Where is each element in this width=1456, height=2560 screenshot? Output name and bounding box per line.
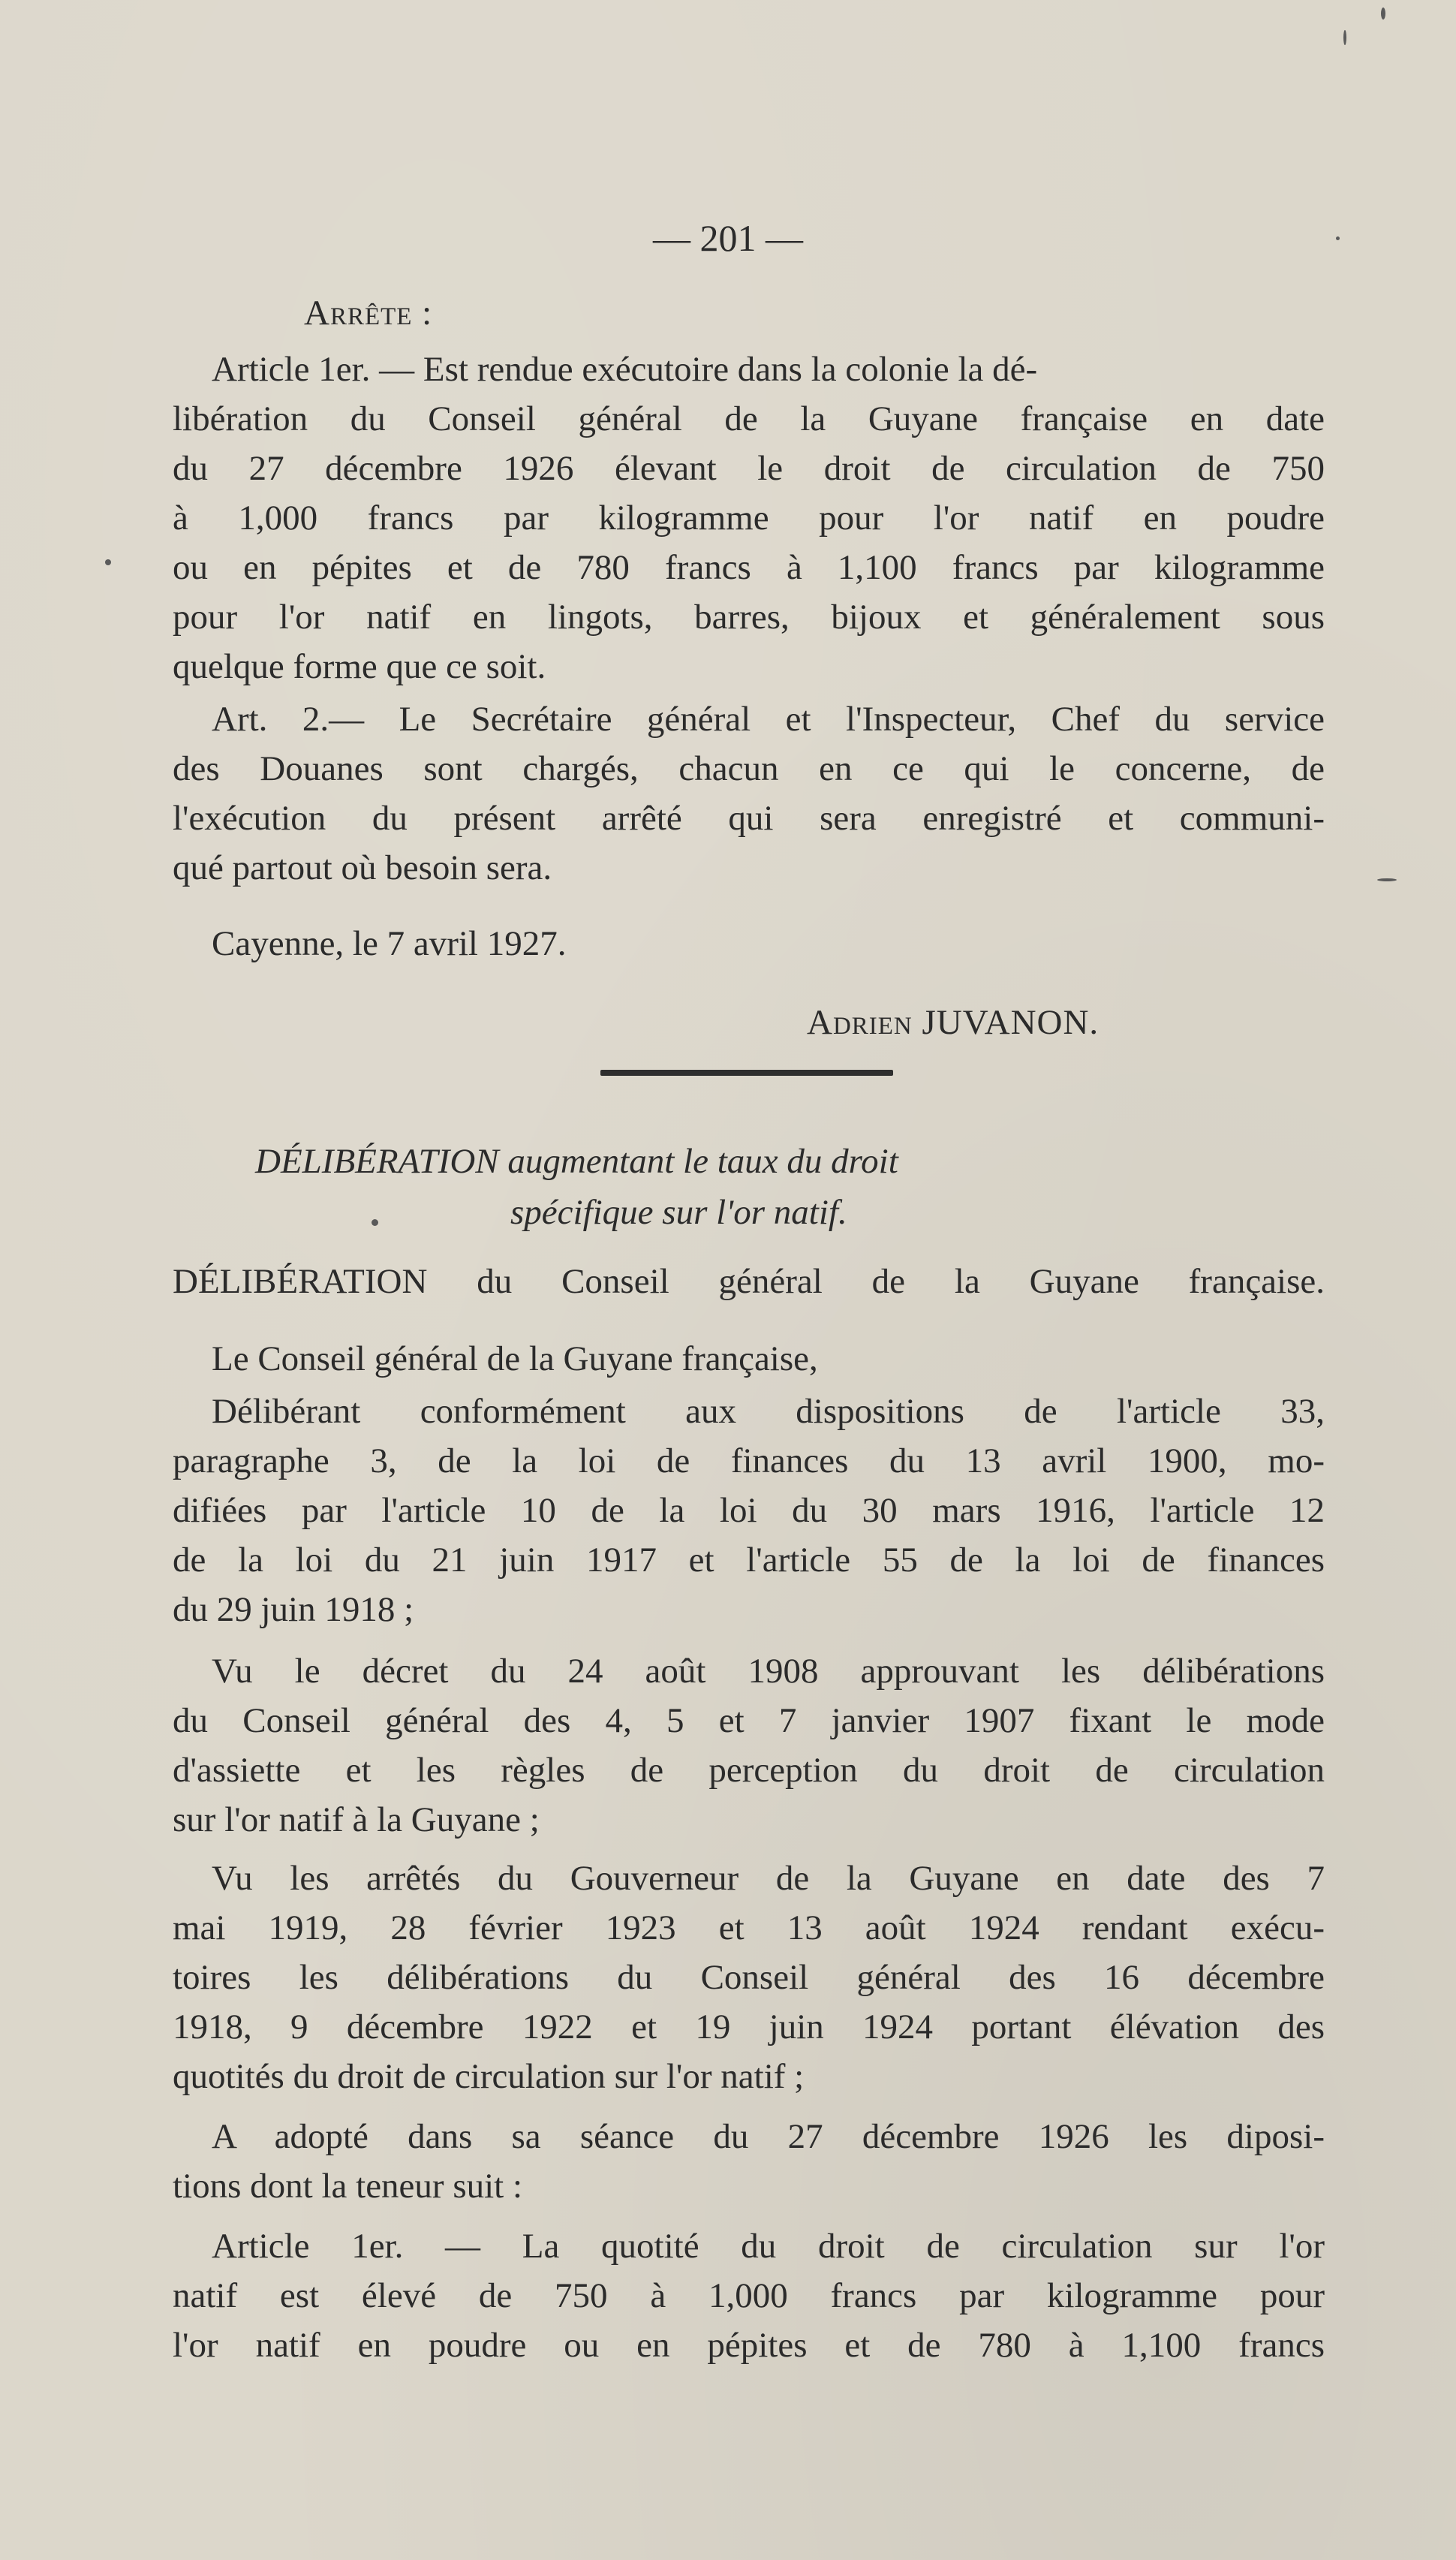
deliberation-heading: DÉLIBÉRATION du Conseil général de la Guyane française. [173,1262,1325,1301]
vu-decret-line: sur l'or natif à la Guyane ; [173,1800,540,1839]
adopte-line: A adopté dans sa séance du 27 décembre 1926 les diposi- [212,2117,1325,2156]
adopte-line: tions dont la teneur suit : [173,2167,523,2206]
deliberant-line: paragraphe 3, de la loi de finances du 13 avril 1900, mo- [173,1441,1325,1480]
deliberant-line: du 29 juin 1918 ; [173,1590,414,1629]
scan-speck [1377,878,1397,881]
scan-speck [372,1219,378,1226]
article1-line: libération du Conseil général de la Guyane française en date [173,399,1325,438]
deliberant-line: Délibérant conformément aux dispositions de l'article 33, [212,1392,1325,1431]
arrete-heading: Arrête : [304,294,433,333]
scan-speck [1381,8,1385,20]
deliberation-title-line1: DÉLIBÉRATION augmentant le taux du droit [255,1142,898,1181]
deliberant-line: difiées par l'article 10 de la loi du 30 mars 1916, l'article 12 [173,1491,1325,1530]
scan-speck [1343,30,1346,45]
article1-line: quelque forme que ce soit. [173,647,546,686]
scan-speck [105,559,111,565]
vu-arretes-line: 1918, 9 décembre 1922 et 19 juin 1924 portant élévation des [173,2007,1325,2046]
article2-line: l'exécution du présent arrêté qui sera enregistré et communi- [173,799,1325,838]
article1-line: Article 1er. — Est rendue exécutoire dans la colonie la dé- [212,350,1038,389]
scan-speck [1336,236,1340,240]
vu-arretes-line: quotités du droit de circulation sur l'or natif ; [173,2057,805,2096]
article1-delib-line: Article 1er. — La quotité du droit de circulation sur l'or [212,2227,1325,2266]
vu-arretes-line: Vu les arrêtés du Gouverneur de la Guyane en date des 7 [212,1859,1325,1898]
signature: Adrien JUVANON. [807,1003,1100,1042]
place-date: Cayenne, le 7 avril 1927. [212,924,567,963]
article1-line: du 27 décembre 1926 élevant le droit de circulation de 750 [173,449,1325,488]
article1-line: à 1,000 francs par kilogramme pour l'or natif en poudre [173,498,1325,538]
vu-decret-line: Vu le décret du 24 août 1908 approuvant les délibérations [212,1652,1325,1691]
deliberant-line: de la loi du 21 juin 1917 et l'article 55 de la loi de finances [173,1541,1325,1580]
article2-line: qué partout où besoin sera. [173,848,552,887]
article1-line: ou en pépites et de 780 francs à 1,100 francs par kilogramme [173,548,1325,587]
article2-line: des Douanes sont chargés, chacun en ce qui le concerne, de [173,749,1325,788]
article2-line: Art. 2.— Le Secrétaire général et l'Inspecteur, Chef du service [212,700,1325,739]
vu-arretes-line: toires les délibérations du Conseil général des 16 décembre [173,1958,1325,1997]
page-number: — 201 — [653,217,803,259]
vu-decret-line: d'assiette et les règles de perception du droit de circulation [173,1751,1325,1790]
deliberation-title-line2: spécifique sur l'or natif. [510,1193,847,1232]
article1-delib-line: natif est élevé de 750 à 1,000 francs par kilogramme pour [173,2276,1325,2315]
article1-line: pour l'or natif en lingots, barres, bijoux et généralement sous [173,598,1325,637]
vu-decret-line: du Conseil général des 4, 5 et 7 janvier 1907 fixant le mode [173,1701,1325,1740]
vu-arretes-line: mai 1919, 28 février 1923 et 13 août 1924 rendant exécu- [173,1908,1325,1947]
article1-delib-line: l'or natif en poudre ou en pépites et de 780 à 1,100 francs [173,2326,1325,2365]
separator-rule [600,1070,893,1076]
conseil-line: Le Conseil général de la Guyane française, [212,1339,818,1378]
